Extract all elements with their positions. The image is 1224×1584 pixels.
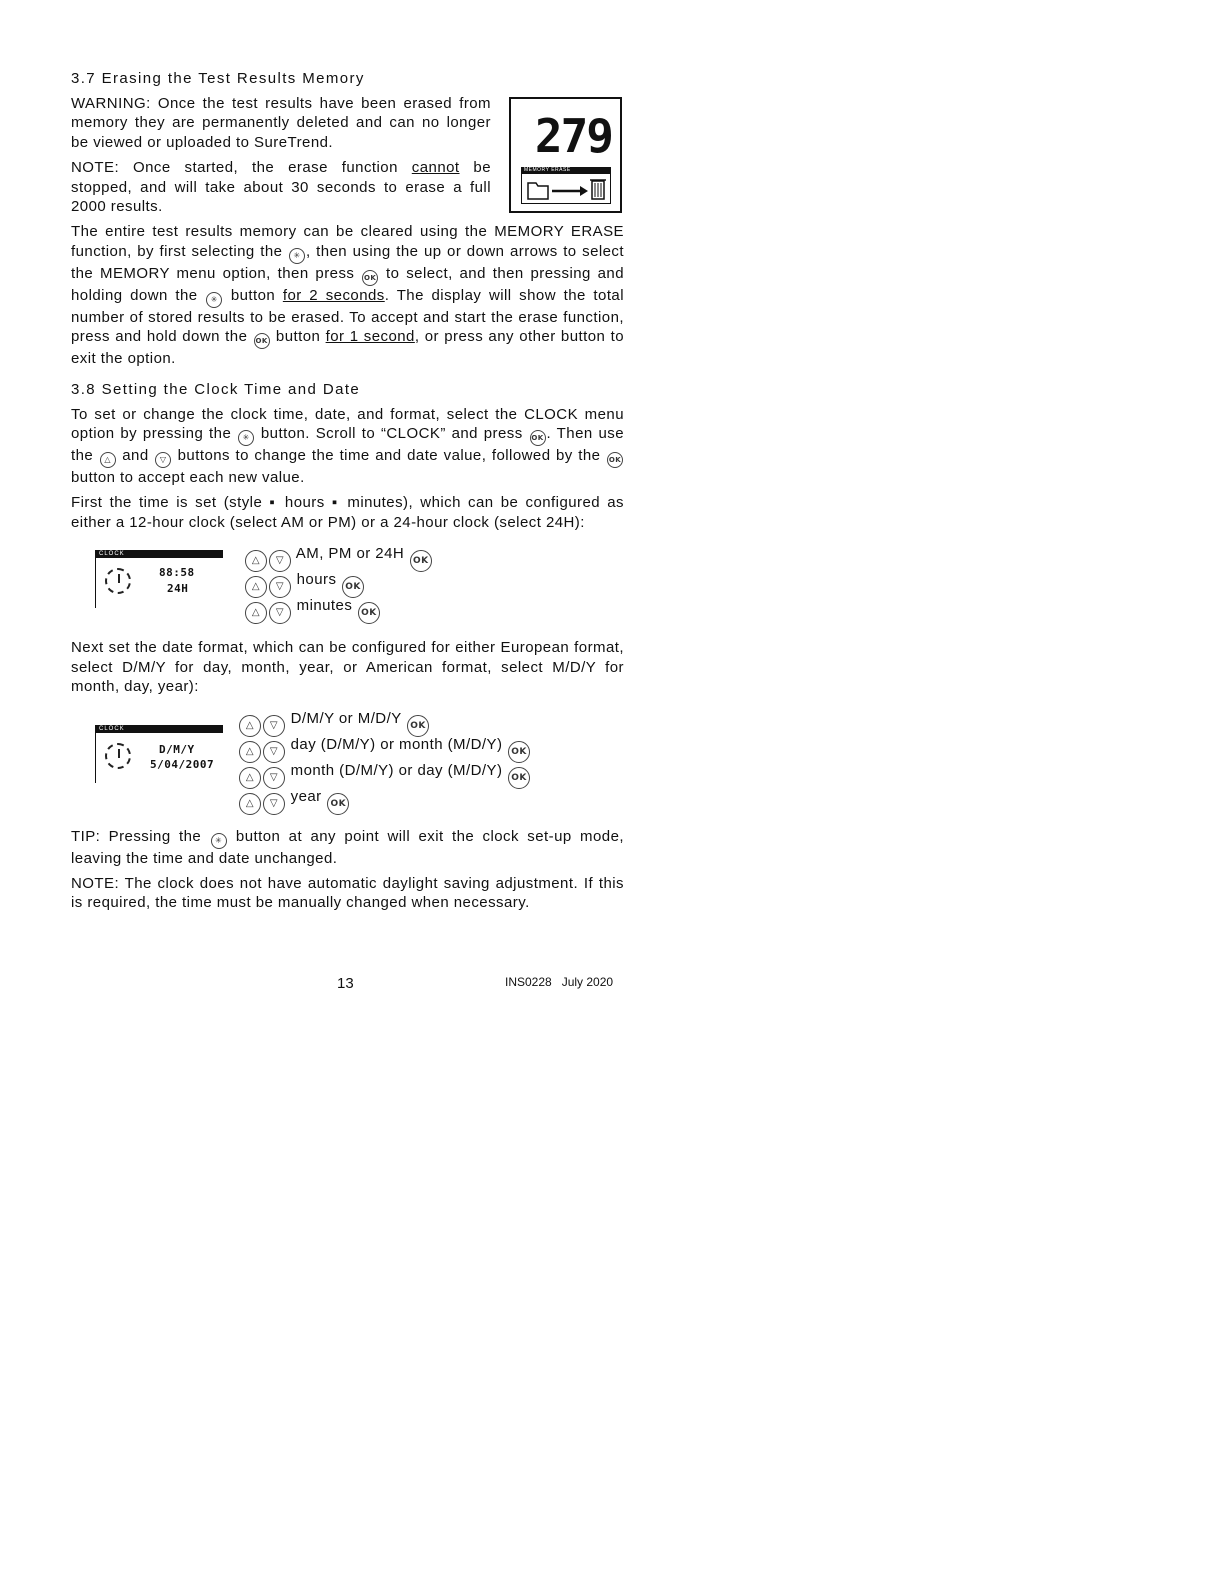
- clock-band: CLOCK: [95, 550, 223, 558]
- ok-button-icon: OK: [362, 270, 378, 286]
- date-setting-block: [71, 703, 624, 827]
- clock-band: CLOCK: [95, 725, 223, 733]
- ok-button-icon: OK: [410, 550, 432, 572]
- clock-icon: [105, 743, 131, 769]
- stored-results-count: 279: [534, 109, 612, 163]
- down-button-icon: ▽: [269, 602, 291, 624]
- up-button-icon: △: [245, 550, 267, 572]
- tip-paragraph: TIP: Pressing the ✳ button at any point will exit the clock set-up mode, leaving the time and date unchanged.: [71, 827, 624, 867]
- down-button-icon: ▽: [269, 576, 291, 598]
- folder-to-trash-icon: [522, 174, 610, 203]
- down-button-icon: ▽: [263, 793, 285, 815]
- up-button-icon: △: [245, 602, 267, 624]
- ok-button-icon: OK: [607, 452, 623, 468]
- date-format-paragraph: Next set the date format, which can be configured for either European format, select D/M/Y for day, month, year, or American format, select M/D/Y for month, day, year):: [71, 639, 624, 696]
- clock-date-display: [95, 725, 225, 783]
- erase-icon-frame: [521, 174, 611, 204]
- down-button-icon: ▽: [263, 767, 285, 789]
- ok-button-icon: OK: [342, 576, 364, 598]
- ok-button-icon: OK: [254, 333, 270, 349]
- ok-button-icon: OK: [508, 741, 530, 763]
- manual-page: [71, 70, 624, 919]
- list-item: △ ▽ day (D/M/Y) or month (M/D/Y) OK: [238, 733, 531, 759]
- list-item: △ ▽ minutes OK: [244, 594, 433, 620]
- ok-button-icon: OK: [327, 793, 349, 815]
- down-button-icon: ▽: [263, 741, 285, 763]
- menu-button-icon: ✳: [206, 292, 222, 308]
- section-heading-erasing: 3.7 Erasing the Test Results Memory: [71, 70, 365, 87]
- up-button-icon: △: [239, 793, 261, 815]
- erase-instructions-paragraph: The entire test results memory can be cleared using the MEMORY ERASE function, by first selecting the ✳ , then using the up or down arrows to select the MEMORY menu option, then press OK to select, and then pressing and holding down the ✳ button for 2 seconds. The display will show the total number of stored results to be erased. To accept and start the erase function, press and hold down the OK button for 1 second, or press any other button to exit the option.: [71, 223, 625, 368]
- section-heading-clock: 3.8 Setting the Clock Time and Date: [71, 380, 361, 398]
- document-id: INS0228 July 2020: [505, 975, 614, 989]
- list-item: △ ▽ month (D/M/Y) or day (M/D/Y) OK: [238, 759, 531, 785]
- down-button-icon: ▽: [269, 550, 291, 572]
- ok-button-icon: OK: [407, 715, 429, 737]
- list-item: △ ▽ hours OK: [244, 568, 433, 594]
- time-setting-block: [71, 538, 624, 638]
- clock-icon: [105, 568, 131, 594]
- clock-time-display: [95, 550, 225, 608]
- menu-button-icon: ✳: [238, 430, 254, 446]
- list-item: △ ▽ AM, PM or 24H OK: [244, 542, 433, 568]
- page-number: 13: [337, 975, 354, 992]
- ok-button-icon: OK: [358, 602, 380, 624]
- menu-button-icon: ✳: [211, 833, 227, 849]
- warning-paragraph: WARNING: Once the test results have been erased from memory they are permanently deleted and can no longer be viewed or uploaded to SureTrend.: [71, 95, 491, 151]
- up-button-icon: △: [100, 452, 116, 468]
- up-button-icon: △: [245, 576, 267, 598]
- clock-format-value: 24H: [167, 582, 189, 596]
- date-steps-list: [238, 707, 531, 811]
- clock-time-value: 88:58: [159, 566, 195, 580]
- menu-button-icon: ✳: [289, 248, 305, 264]
- up-button-icon: △: [239, 767, 261, 789]
- time-steps-list: [244, 542, 433, 620]
- down-button-icon: ▽: [155, 452, 171, 468]
- time-format-paragraph: First the time is set (style ▪ hours ▪ minutes), which can be configured as either a 12-hour clock (select AM or PM) or a 24-hour clock (select 24H):: [71, 494, 624, 531]
- ok-button-icon: OK: [530, 430, 546, 446]
- date-value: 5/04/2007: [150, 757, 215, 771]
- daylight-note-paragraph: NOTE: The clock does not have automatic daylight saving adjustment. If this is required, the time must be manually changed when necessary.: [71, 874, 624, 912]
- date-format-value: D/M/Y: [159, 742, 195, 756]
- down-button-icon: ▽: [263, 715, 285, 737]
- ok-button-icon: OK: [508, 767, 530, 789]
- list-item: △ ▽ D/M/Y or M/D/Y OK: [238, 707, 531, 733]
- clock-intro-paragraph: To set or change the clock time, date, and format, select the CLOCK menu option by pressing the ✳ button. Scroll to “CLOCK” and press OK . Then use the △ and ▽ buttons to change the time and date value, followed by the OK button to accept each new value.: [71, 405, 625, 487]
- note-erase-paragraph: NOTE: Once started, the erase function cannot be stopped, and will take about 30 seconds to erase a full 2000 results.: [71, 159, 491, 216]
- up-button-icon: △: [239, 715, 261, 737]
- list-item: △ ▽ year OK: [238, 785, 531, 811]
- up-button-icon: △: [239, 741, 261, 763]
- memory-erase-band: MEMORY ERASE: [521, 167, 611, 174]
- memory-erase-display: [509, 97, 622, 213]
